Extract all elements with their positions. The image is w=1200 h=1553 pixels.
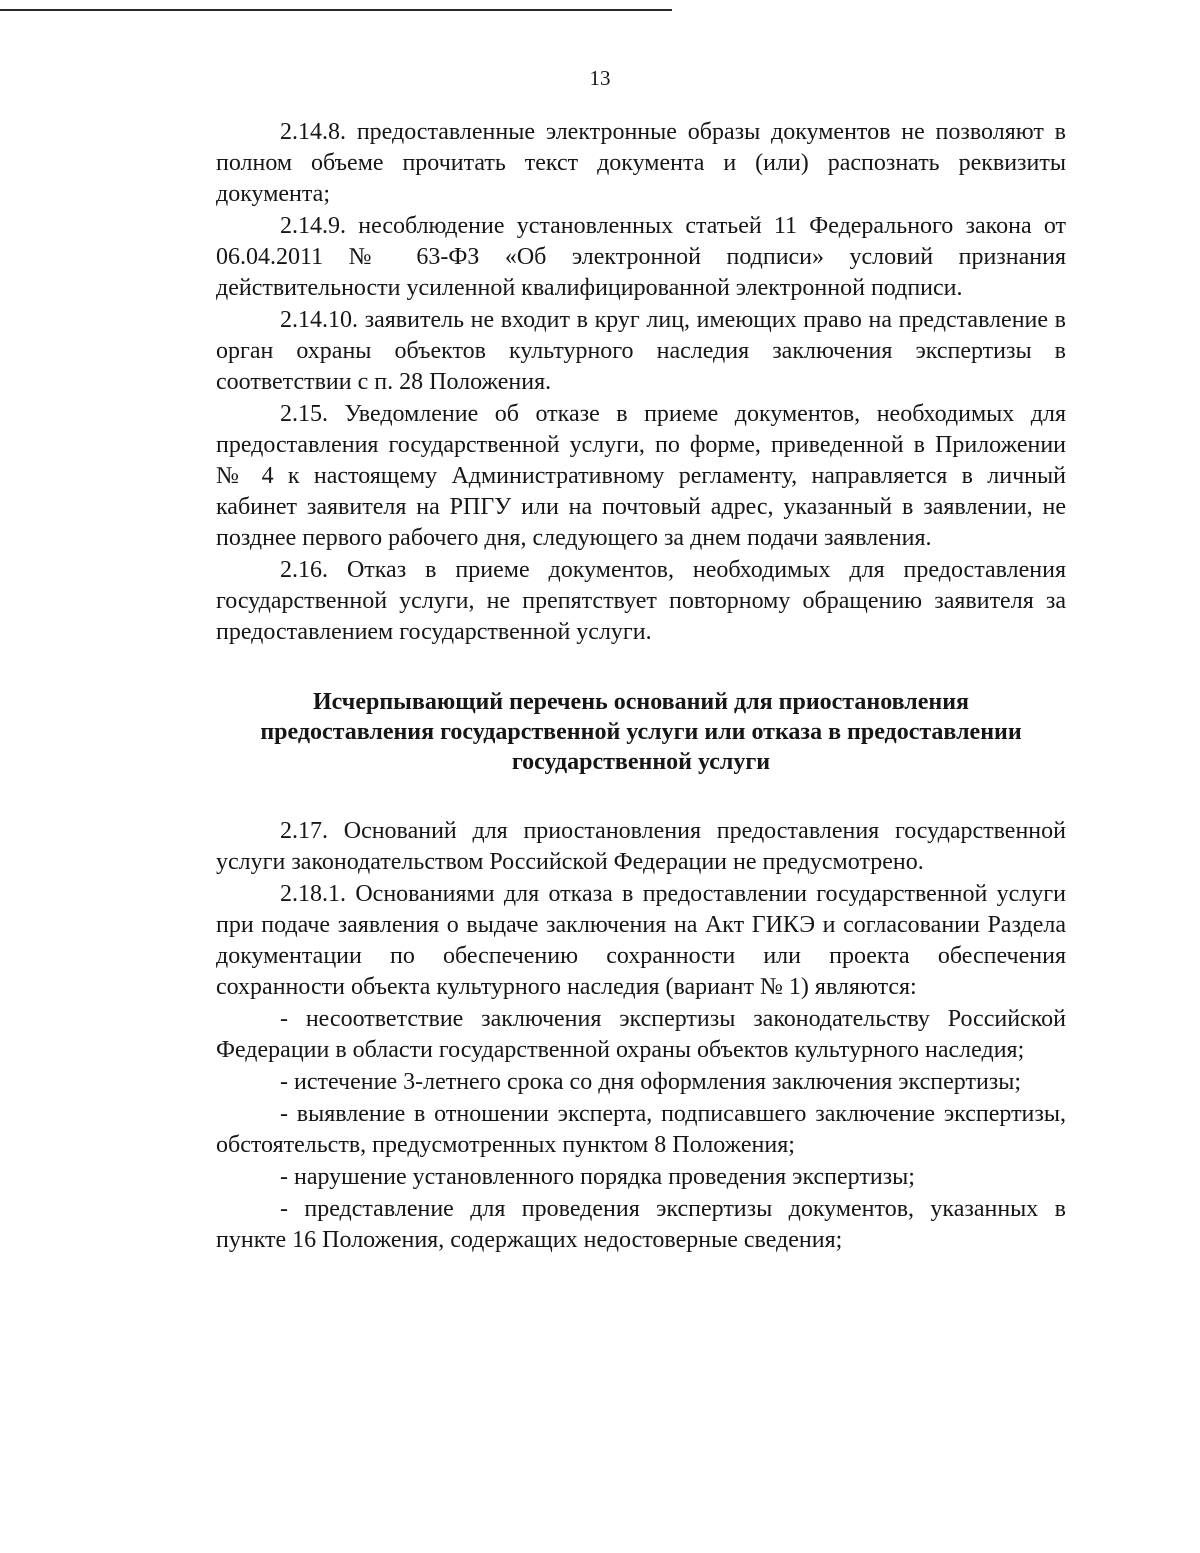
list-item: - истечение 3-летнего срока со дня оформления заключения экспертизы; [280,1069,1022,1095]
refusal-grounds-list [216,1004,1066,1256]
paragraph-2-14-10: 2.14.10. заявитель не входит в круг лиц, имеющих право на представление в орган охраны объектов культурного наследия заключения экспертизы в соответствии с п. 28 Положения. [216,307,1066,395]
page-number: 13 [589,66,611,90]
section-heading [216,687,1066,777]
document-body [216,117,1066,1257]
paragraph-2-17: 2.17. Оснований для приостановления предоставления государственной услуги законодательством Российской Федерации не предусмотрено. [216,818,1066,875]
section-heading-line-1: Исчерпывающий перечень оснований для приостановления [312,689,970,715]
section-heading-line-2: предоставления государственной услуги или отказа в предоставлении [260,719,1022,745]
paragraph-2-16: 2.16. Отказ в приеме документов, необходимых для предоставления государственной услуги, не препятствует повторному обращению заявителя за предоставлением государственной услуги. [216,557,1066,645]
paragraph-2-14-9: 2.14.9. несоблюдение установленных статьей 11 Федерального закона от 06.04.2011 № 63-ФЗ «Об электронной подписи» условий признания действительности усиленной квалифицированной электронной подписи. [216,213,1066,301]
list-item: - представление для проведения экспертизы документов, указанных в пункте 16 Положения, содержащих недостоверные сведения; [216,1196,1066,1253]
list-item: - нарушение установленного порядка проведения экспертизы; [280,1164,915,1190]
list-item: - несоответствие заключения экспертизы законодательству Российской Федерации в области государственной охраны объектов культурного наследия; [216,1006,1066,1063]
top-scan-rule [0,9,672,11]
paragraph-2-14-8: 2.14.8. предоставленные электронные образы документов не позволяют в полном объеме прочитать текст документа и (или) распознать реквизиты документа; [216,119,1066,207]
paragraph-2-15: 2.15. Уведомление об отказе в приеме документов, необходимых для предоставления государственной услуги, по форме, приведенной в Приложении № 4 к настоящему Административному регламенту, направляется в личный кабинет заявителя на РПГУ или на почтовый адрес, указанный в заявлении, не позднее первого рабочего дня, следующего за днем подачи заявления. [216,401,1066,551]
section-heading-line-3: государственной услуги [511,749,771,775]
paragraph-2-18-1: 2.18.1. Основаниями для отказа в предоставлении государственной услуги при подаче заявления о выдаче заключения на Акт ГИКЭ и согласовании Раздела документации по обеспечению сохранности или проекта обеспечения сохранности объекта культурного наследия (вариант № 1) являются: [216,881,1066,1000]
list-item: - выявление в отношении эксперта, подписавшего заключение экспертизы, обстоятельств, предусмотренных пунктом 8 Положения; [216,1101,1066,1158]
